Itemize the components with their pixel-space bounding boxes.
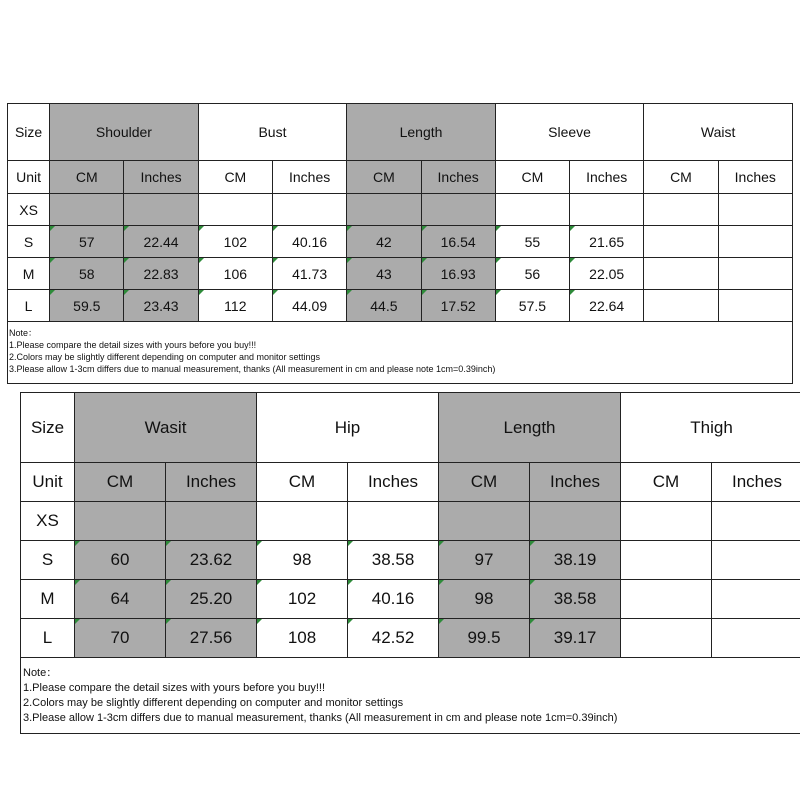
table-row: [21, 502, 800, 541]
unit-inches: Inches: [166, 463, 257, 502]
value-cell: 106: [198, 258, 272, 290]
unit-inches: Inches: [272, 161, 346, 194]
value-cell: [621, 502, 712, 541]
value-cell: 58: [50, 258, 124, 290]
value-cell: 98: [257, 541, 348, 580]
value-cell: 64: [75, 580, 166, 619]
unit-inches: Inches: [421, 161, 495, 194]
unit-cm: CM: [439, 463, 530, 502]
value-cell: [570, 194, 644, 226]
value-cell: 22.05: [570, 258, 644, 290]
notes-cell: [8, 322, 793, 384]
unit-inches: Inches: [530, 463, 621, 502]
value-cell: 56: [495, 258, 569, 290]
value-cell: [644, 226, 718, 258]
unit-inches: Inches: [570, 161, 644, 194]
value-cell: 99.5: [439, 619, 530, 658]
size-cell: M: [21, 580, 75, 619]
table-row: [8, 258, 793, 290]
value-cell: 21.65: [570, 226, 644, 258]
value-cell: [347, 194, 421, 226]
value-cell: 25.20: [166, 580, 257, 619]
unit-inches: Inches: [712, 463, 800, 502]
thigh-header: Thigh: [621, 393, 800, 463]
value-cell: 17.52: [421, 290, 495, 322]
note-line: 2.Colors may be slightly different depending on computer and monitor settings: [23, 697, 404, 709]
value-cell: [198, 194, 272, 226]
notes-row: [8, 322, 793, 384]
value-cell: [257, 502, 348, 541]
value-cell: [718, 290, 792, 322]
table-row: [8, 226, 793, 258]
value-cell: [644, 290, 718, 322]
unit-label: Unit: [21, 463, 75, 502]
value-cell: 43: [347, 258, 421, 290]
size-cell: L: [8, 290, 50, 322]
size-cell: M: [8, 258, 50, 290]
value-cell: 22.83: [124, 258, 198, 290]
unit-cm: CM: [50, 161, 124, 194]
waist-header: Wasit: [75, 393, 257, 463]
value-cell: [712, 541, 800, 580]
value-cell: 39.17: [530, 619, 621, 658]
value-cell: 102: [198, 226, 272, 258]
value-cell: [166, 502, 257, 541]
size-cell: S: [8, 226, 50, 258]
value-cell: 112: [198, 290, 272, 322]
value-cell: [712, 580, 800, 619]
value-cell: 44.5: [347, 290, 421, 322]
value-cell: 41.73: [272, 258, 346, 290]
value-cell: [124, 194, 198, 226]
value-cell: 27.56: [166, 619, 257, 658]
value-cell: [50, 194, 124, 226]
value-cell: [621, 619, 712, 658]
size-cell: S: [21, 541, 75, 580]
value-cell: 22.44: [124, 226, 198, 258]
table-row: [8, 290, 793, 322]
length-header: Length: [439, 393, 621, 463]
value-cell: 44.09: [272, 290, 346, 322]
hip-header: Hip: [257, 393, 439, 463]
size-table-bottom: [20, 392, 800, 734]
unit-cm: CM: [257, 463, 348, 502]
bust-header: Bust: [198, 104, 347, 161]
value-cell: [644, 258, 718, 290]
unit-cm: CM: [347, 161, 421, 194]
table-row: [21, 580, 800, 619]
length-header: Length: [347, 104, 496, 161]
size-header: Size: [8, 104, 50, 161]
unit-inches: Inches: [718, 161, 792, 194]
note-line: 3.Please allow 1-3cm differs due to manual measurement, thanks (All measurement in cm and please note 1cm=0.39inch): [9, 364, 496, 374]
value-cell: 40.16: [272, 226, 346, 258]
value-cell: 16.93: [421, 258, 495, 290]
note-line: 2.Colors may be slightly different depending on computer and monitor settings: [9, 352, 321, 362]
value-cell: [712, 502, 800, 541]
unit-cm: CM: [621, 463, 712, 502]
value-cell: 40.16: [348, 580, 439, 619]
value-cell: 57.5: [495, 290, 569, 322]
unit-cm: CM: [495, 161, 569, 194]
notes-cell: [21, 658, 800, 734]
value-cell: [718, 194, 792, 226]
value-cell: [530, 502, 621, 541]
value-cell: 108: [257, 619, 348, 658]
note-line: 3.Please allow 1-3cm differs due to manual measurement, thanks (All measurement in cm and please note 1cm=0.39inch): [23, 712, 618, 724]
unit-row: [8, 161, 793, 194]
size-header: Size: [21, 393, 75, 463]
table-row: [21, 619, 800, 658]
waist-header: Waist: [644, 104, 793, 161]
value-cell: 59.5: [50, 290, 124, 322]
unit-cm: CM: [75, 463, 166, 502]
value-cell: [272, 194, 346, 226]
header-row: [21, 393, 800, 463]
value-cell: 23.43: [124, 290, 198, 322]
unit-inches: Inches: [124, 161, 198, 194]
note-line: 1.Please compare the detail sizes with yours before you buy!!!: [23, 682, 326, 694]
note-line: 1.Please compare the detail sizes with yours before you buy!!!: [9, 340, 257, 350]
value-cell: 102: [257, 580, 348, 619]
value-cell: 38.58: [348, 541, 439, 580]
value-cell: [75, 502, 166, 541]
table-row: [8, 194, 793, 226]
value-cell: 97: [439, 541, 530, 580]
value-cell: 70: [75, 619, 166, 658]
header-row: [8, 104, 793, 161]
unit-row: [21, 463, 800, 502]
sleeve-header: Sleeve: [495, 104, 644, 161]
unit-label: Unit: [8, 161, 50, 194]
value-cell: [348, 502, 439, 541]
notes-row: [21, 658, 800, 734]
note-title: Note：: [23, 667, 58, 679]
value-cell: [439, 502, 530, 541]
value-cell: 98: [439, 580, 530, 619]
note-title: Note：: [9, 328, 38, 338]
value-cell: 16.54: [421, 226, 495, 258]
value-cell: 42.52: [348, 619, 439, 658]
value-cell: [718, 226, 792, 258]
value-cell: 23.62: [166, 541, 257, 580]
value-cell: 38.19: [530, 541, 621, 580]
value-cell: [621, 541, 712, 580]
value-cell: [495, 194, 569, 226]
value-cell: 38.58: [530, 580, 621, 619]
value-cell: [718, 258, 792, 290]
unit-cm: CM: [644, 161, 718, 194]
value-cell: [421, 194, 495, 226]
unit-inches: Inches: [348, 463, 439, 502]
value-cell: 60: [75, 541, 166, 580]
value-cell: 42: [347, 226, 421, 258]
value-cell: [621, 580, 712, 619]
unit-cm: CM: [198, 161, 272, 194]
table-row: [21, 541, 800, 580]
value-cell: 22.64: [570, 290, 644, 322]
value-cell: [712, 619, 800, 658]
value-cell: [644, 194, 718, 226]
size-cell: XS: [21, 502, 75, 541]
size-table-top: [7, 103, 793, 384]
value-cell: 55: [495, 226, 569, 258]
size-cell: XS: [8, 194, 50, 226]
size-cell: L: [21, 619, 75, 658]
value-cell: 57: [50, 226, 124, 258]
shoulder-header: Shoulder: [50, 104, 199, 161]
